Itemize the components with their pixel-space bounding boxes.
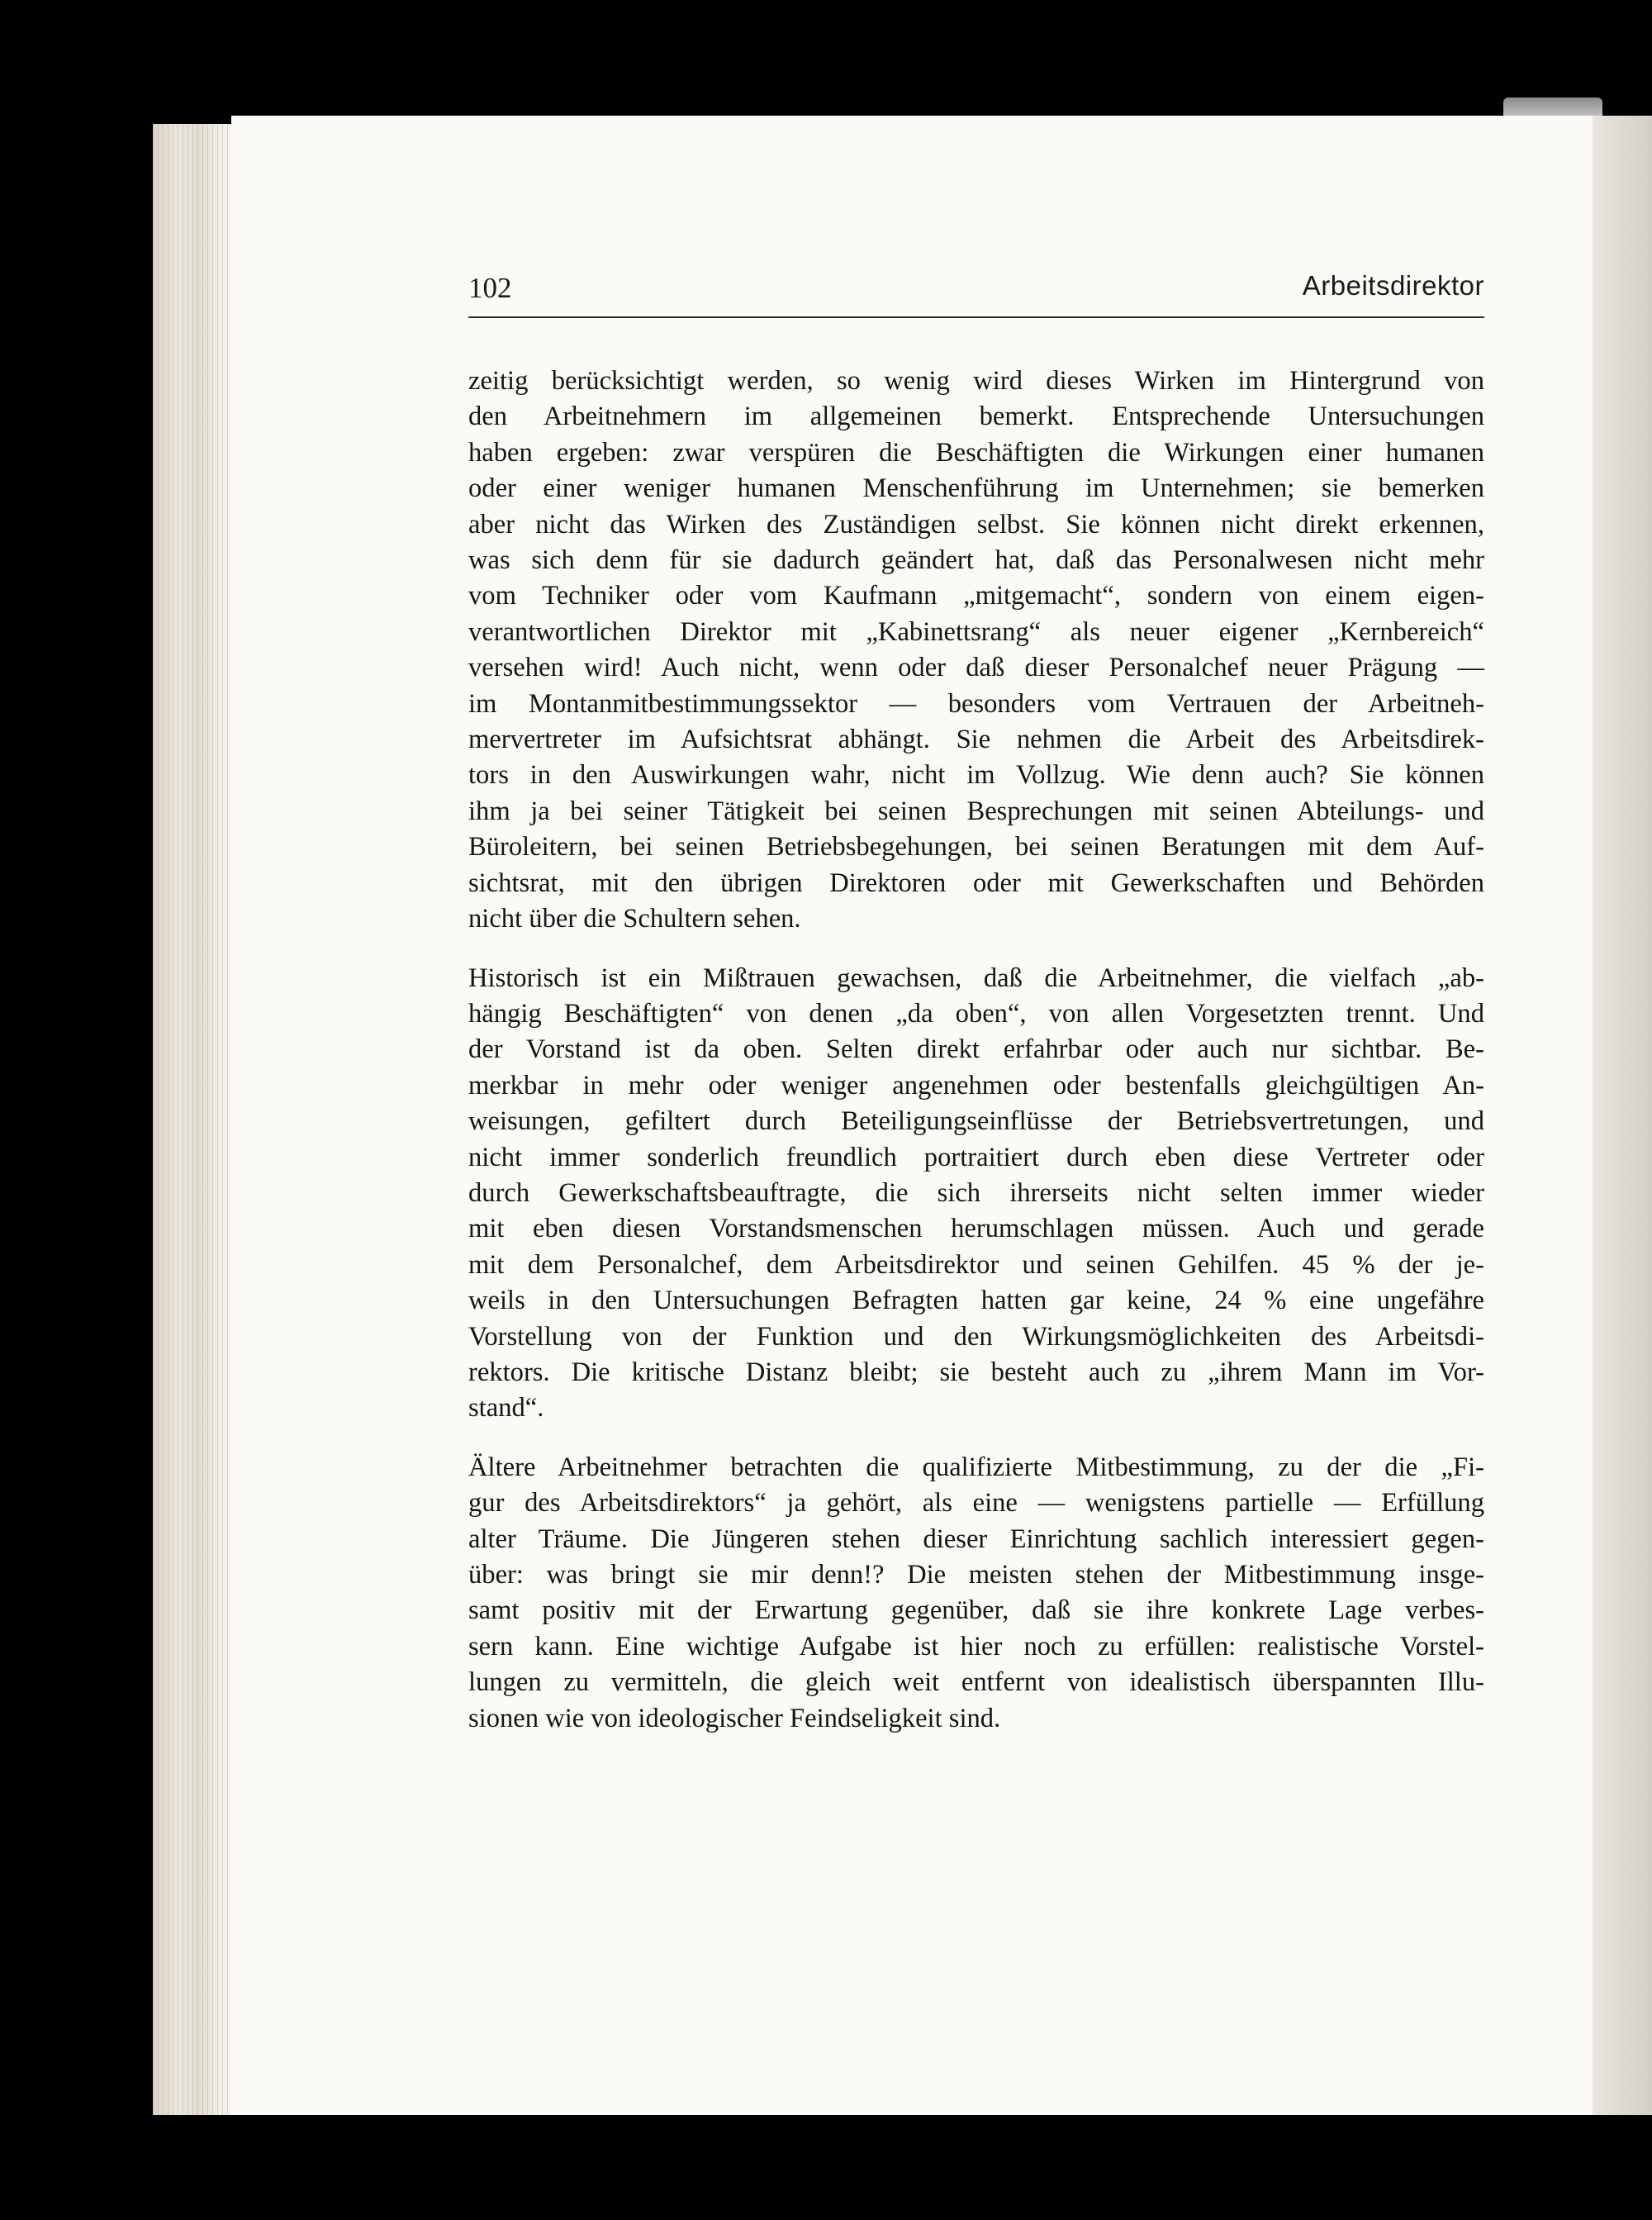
text-line: gur des Arbeitsdirektors“ ja gehört, als eine — wenigstens partielle — Erfüllung: [468, 1488, 1484, 1519]
text-line: mit dem Personalchef, dem Arbeitsdirektor und seinen Gehilfen. 45 % der je-: [468, 1249, 1484, 1280]
text-line: merkbar in mehr oder weniger angenehmen oder bestenfalls gleichgültigen An-: [468, 1070, 1484, 1100]
text-line: vom Techniker oder vom Kaufmann „mitgemacht“, sondern von einem eigen-: [468, 581, 1484, 611]
text-line: haben ergeben: zwar verspüren die Beschäftigten die Wirkungen einer humanen: [468, 437, 1484, 468]
text-line: der Vorstand ist da oben. Selten direkt erfahrbar oder auch nur sichtbar. Be-: [468, 1034, 1484, 1065]
paragraph-3: [468, 1450, 1484, 1737]
text-line: über: was bringt sie mir denn!? Die meisten stehen der Mitbestimmung insge-: [468, 1560, 1484, 1590]
text-line: stand“.: [468, 1393, 544, 1424]
text-line: rektors. Die kritische Distanz bleibt; sie besteht auch zu „ihrem Mann im Vor-: [468, 1357, 1484, 1387]
text-line: lungen zu vermitteln, die gleich weit entfernt von idealistisch überspannten Illu-: [468, 1667, 1484, 1698]
text-line: mit eben diesen Vorstandsmenschen herumschlagen müssen. Auch und gerade: [468, 1214, 1484, 1244]
page-right-edge: [1593, 116, 1652, 2115]
text-line: alter Träume. Die Jüngeren stehen dieser Einrichtung sachlich interessiert gegen-: [468, 1524, 1484, 1554]
text-line: durch Gewerkschaftsbeauftragte, die sich ihrerseits nicht selten immer wieder: [468, 1177, 1484, 1208]
chapter-title: Arbeitsdirektor: [1302, 270, 1484, 301]
text-line: Büroleitern, bei seinen Betriebsbegehungen, bei seinen Beratungen mit dem Auf-: [468, 832, 1484, 863]
running-head: [468, 269, 1484, 318]
text-line: Historisch ist ein Mißtrauen gewachsen, daß die Arbeitnehmer, die vielfach „ab-: [468, 963, 1484, 993]
page-edge-stack: [153, 124, 235, 2115]
text-line: aber nicht das Wirken des Zuständigen selbst. Sie können nicht direkt erkennen,: [468, 509, 1484, 540]
paragraph-1: [468, 364, 1484, 938]
text-line: im Montanmitbestimmungssektor — besonders vom Vertrauen der Arbeitneh-: [468, 688, 1484, 719]
text-line: zeitig berücksichtigt werden, so wenig wird dieses Wirken im Hintergrund von: [468, 366, 1484, 396]
paragraph-2: [468, 961, 1484, 1427]
page-edge-lines: [153, 124, 235, 2115]
text-line: den Arbeitnehmern im allgemeinen bemerkt. Entsprechende Untersuchungen: [468, 402, 1484, 432]
text-line: weils in den Untersuchungen Befragten hatten gar keine, 24 % eine ungefähre: [468, 1286, 1484, 1316]
page-number: 102: [468, 272, 512, 304]
text-line: tors in den Auswirkungen wahr, nicht im Vollzug. Wie denn auch? Sie können: [468, 760, 1484, 791]
text-line: samt positiv mit der Erwartung gegenüber, daß sie ihre konkrete Lage verbes-: [468, 1595, 1484, 1626]
text-line: sern kann. Eine wichtige Aufgabe ist hier noch zu erfüllen: realistische Vorstel-: [468, 1631, 1484, 1661]
text-line: Vorstellung von der Funktion und den Wirkungsmöglichkeiten des Arbeitsdi-: [468, 1321, 1484, 1352]
text-line: was sich denn für sie dadurch geändert hat, daß das Personalwesen nicht mehr: [468, 545, 1484, 576]
text-line: nicht immer sonderlich freundlich portraitiert durch eben diese Vertreter oder: [468, 1142, 1484, 1172]
text-line: versehen wird! Auch nicht, wenn oder daß dieser Personalchef neuer Prägung —: [468, 653, 1484, 683]
text-line: sichtsrat, mit den übrigen Direktoren oder mit Gewerkschaften und Behörden: [468, 868, 1484, 898]
text-line: nicht über die Schultern sehen.: [468, 904, 801, 934]
text-line: verantwortlichen Direktor mit „Kabinettsrang“ als neuer eigener „Kernbereich“: [468, 616, 1484, 647]
body-text: [468, 364, 1484, 1760]
text-line: hängig Beschäftigten“ von denen „da oben“, von allen Vorgesetzten trennt. Und: [468, 998, 1484, 1029]
text-line: oder einer weniger humanen Menschenführung im Unternehmen; sie bemerken: [468, 473, 1484, 504]
text-line: ihm ja bei seiner Tätigkeit bei seinen Besprechungen mit seinen Abteilungs- und: [468, 796, 1484, 826]
text-line: sionen wie von ideologischer Feindseligkeit sind.: [468, 1703, 1001, 1733]
text-line: weisungen, gefiltert durch Beteiligungseinflüsse der Betriebsvertretungen, und: [468, 1106, 1484, 1137]
text-line: mervertreter im Aufsichtsrat abhängt. Sie nehmen die Arbeit des Arbeitsdirek-: [468, 725, 1484, 755]
text-line: Ältere Arbeitnehmer betrachten die qualifizierte Mitbestimmung, zu der die „Fi-: [468, 1452, 1484, 1482]
